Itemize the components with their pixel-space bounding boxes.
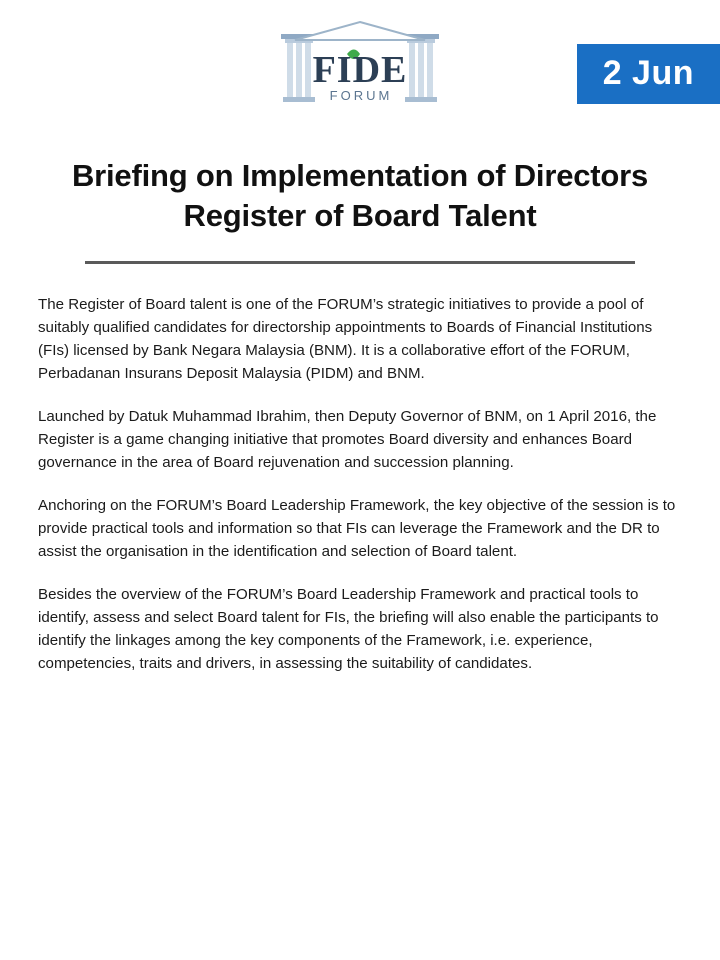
svg-text:FIDE: FIDE <box>312 49 408 91</box>
date-badge: 2 Jun <box>577 44 720 104</box>
body-copy <box>38 294 682 675</box>
greek-temple-columns-logo <box>275 18 445 114</box>
page-title: Briefing on Implementation of Directors Register of Board Talent <box>71 158 649 233</box>
document-header <box>0 0 720 128</box>
title-divider <box>85 261 635 264</box>
fide-forum-logo <box>275 18 445 114</box>
svg-text:FORUM: FORUM <box>329 88 393 103</box>
paragraph: Launched by Datuk Muhammad Ibrahim, then Deputy Governor of BNM, on 1 April 2016, the Register is a game changing initiative that promotes Board diversity and enhances Board governance in the area of Board rejuvenation and succession planning. <box>38 408 657 471</box>
paragraph: Besides the overview of the FORUM’s Board Leadership Framework and practical tools to identify, assess and select Board talent for FIs, the briefing will also enable the participants to identify the linkages among the key components of the Framework, i.e. experience, competencies, traits and drivers, in assessing the suitability of candidates. <box>38 585 659 672</box>
paragraph: Anchoring on the FORUM’s Board Leadership Framework, the key objective of the session is to provide practical tools and information so that FIs can leverage the Framework and the DR to assist the organisation in the identification and selection of Board talent. <box>38 496 676 560</box>
paragraph: The Register of Board talent is one of the FORUM’s strategic initiatives to provide a pool of suitably qualified candidates for directorship appointments to Boards of Financial Institutions (FIs) licensed by Bank Negara Malaysia (BNM). It is a collaborative effort of the FORUM, Perbadanan Insurans Deposit Malaysia (PIDM) and BNM. <box>38 296 653 383</box>
